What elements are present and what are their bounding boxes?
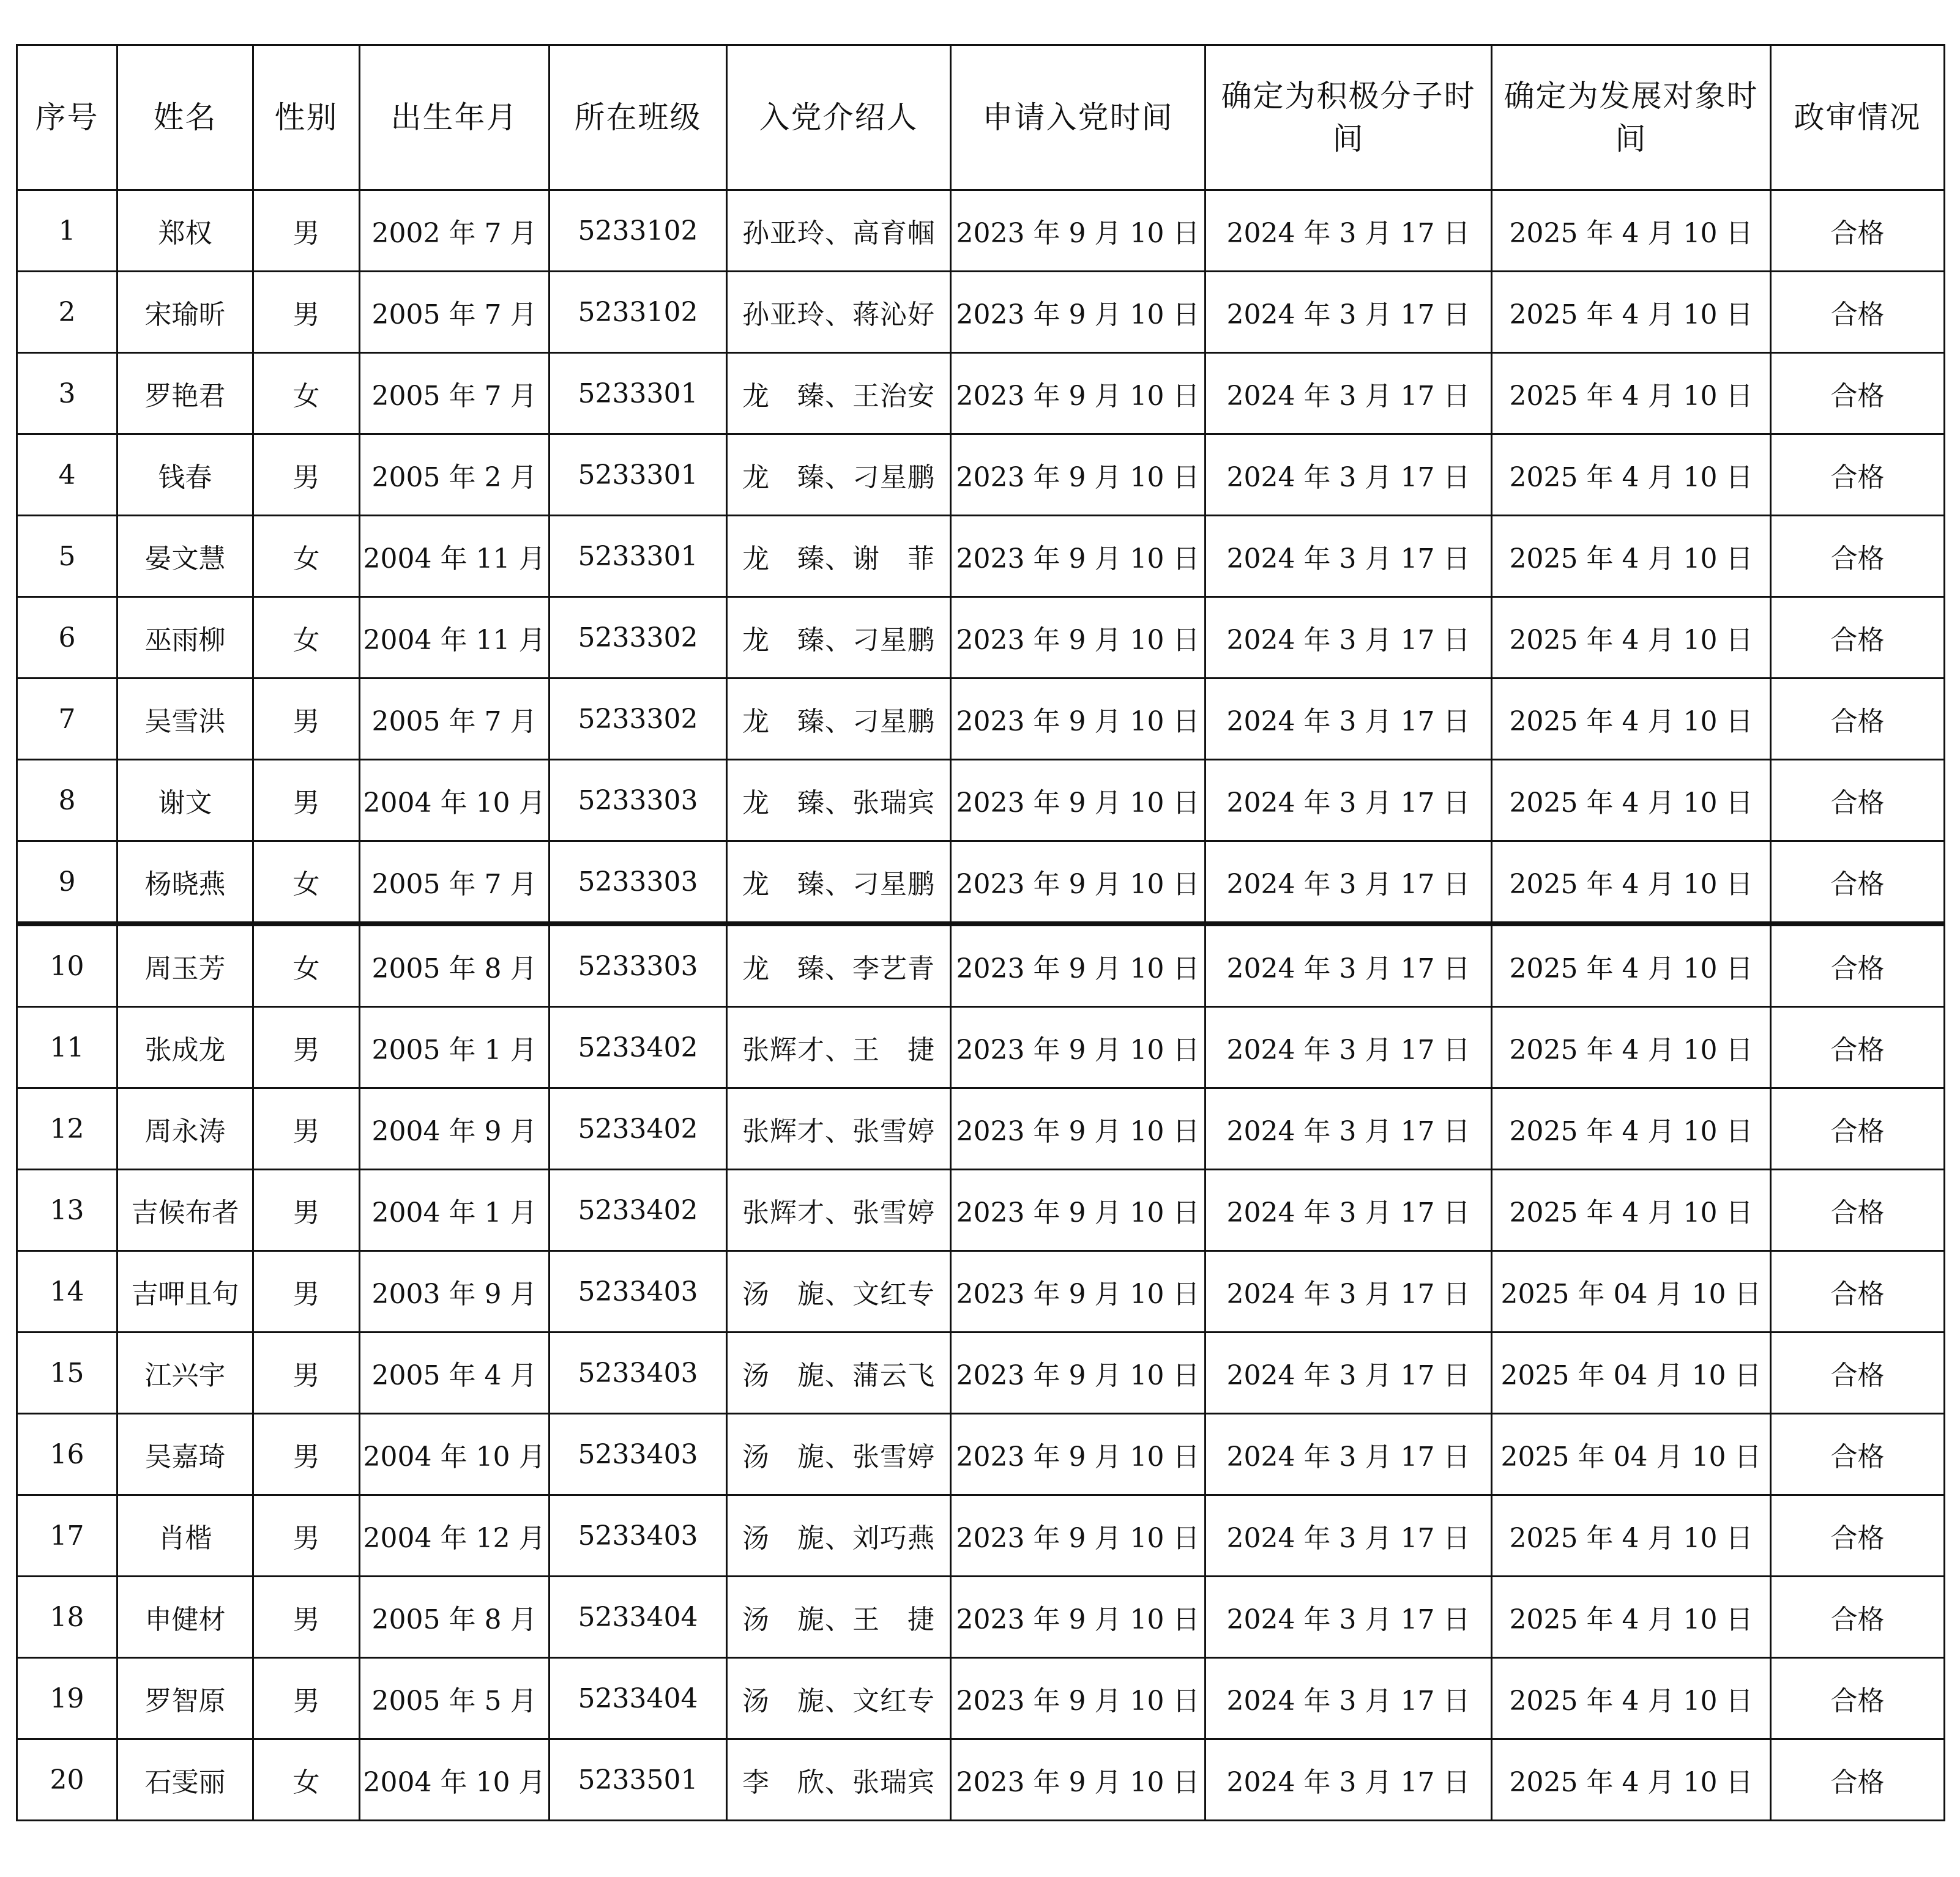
cell-candidate-date: 2025 年 4 月 10 日 (1492, 1170, 1771, 1251)
table-row (17, 434, 1945, 516)
cell-birth: 2005 年 1 月 (360, 1007, 550, 1088)
cell-name: 石雯丽 (117, 1739, 253, 1821)
cell-gender: 男 (253, 1495, 360, 1577)
cell-name: 晏文慧 (117, 516, 253, 597)
cell-gender: 男 (253, 1007, 360, 1088)
cell-name: 张成龙 (117, 1007, 253, 1088)
table-row (17, 760, 1945, 841)
table-row (17, 1577, 1945, 1658)
cell-index: 18 (17, 1577, 117, 1658)
cell-sponsors: 孙亚玲、高育帼 (727, 190, 951, 272)
cell-candidate-date: 2025 年 4 月 10 日 (1492, 1658, 1771, 1739)
cell-name: 谢文 (117, 760, 253, 841)
cell-class: 5233303 (550, 841, 727, 924)
cell-sponsors: 龙 臻、谢 菲 (727, 516, 951, 597)
cell-apply-date: 2023 年 9 月 10 日 (951, 1577, 1205, 1658)
cell-candidate-date: 2025 年 4 月 10 日 (1492, 190, 1771, 272)
cell-activist-date: 2024 年 3 月 17 日 (1205, 272, 1492, 353)
table-row (17, 190, 1945, 272)
cell-review: 合格 (1771, 434, 1945, 516)
cell-sponsors: 张辉才、张雪婷 (727, 1170, 951, 1251)
table-row (17, 1495, 1945, 1577)
cell-class: 5233403 (550, 1414, 727, 1495)
cell-sponsors: 龙 臻、王治安 (727, 353, 951, 434)
cell-apply-date: 2023 年 9 月 10 日 (951, 760, 1205, 841)
cell-birth: 2004 年 11 月 (360, 516, 550, 597)
cell-activist-date: 2024 年 3 月 17 日 (1205, 1251, 1492, 1332)
cell-birth: 2005 年 7 月 (360, 272, 550, 353)
cell-index: 15 (17, 1332, 117, 1414)
cell-activist-date: 2024 年 3 月 17 日 (1205, 1739, 1492, 1821)
cell-gender: 男 (253, 1251, 360, 1332)
table-row (17, 1007, 1945, 1088)
table-row (17, 597, 1945, 678)
cell-class: 5233403 (550, 1251, 727, 1332)
cell-birth: 2004 年 10 月 (360, 1414, 550, 1495)
cell-name: 肖楷 (117, 1495, 253, 1577)
cell-candidate-date: 2025 年 4 月 10 日 (1492, 760, 1771, 841)
cell-activist-date: 2024 年 3 月 17 日 (1205, 1332, 1492, 1414)
cell-birth: 2005 年 7 月 (360, 841, 550, 924)
table-row (17, 678, 1945, 760)
cell-activist-date: 2024 年 3 月 17 日 (1205, 678, 1492, 760)
cell-activist-date: 2024 年 3 月 17 日 (1205, 924, 1492, 1007)
cell-index: 13 (17, 1170, 117, 1251)
cell-sponsors: 龙 臻、张瑞宾 (727, 760, 951, 841)
cell-review: 合格 (1771, 353, 1945, 434)
cell-gender: 女 (253, 597, 360, 678)
cell-index: 10 (17, 924, 117, 1007)
cell-apply-date: 2023 年 9 月 10 日 (951, 1251, 1205, 1332)
cell-review: 合格 (1771, 190, 1945, 272)
cell-review: 合格 (1771, 1495, 1945, 1577)
cell-name: 宋瑜昕 (117, 272, 253, 353)
cell-sponsors: 龙 臻、刁星鹏 (727, 678, 951, 760)
cell-class: 5233402 (550, 1007, 727, 1088)
cell-review: 合格 (1771, 272, 1945, 353)
cell-gender: 女 (253, 924, 360, 1007)
cell-class: 5233302 (550, 597, 727, 678)
cell-candidate-date: 2025 年 4 月 10 日 (1492, 924, 1771, 1007)
table-row (17, 1088, 1945, 1170)
header-gender: 性别 (253, 45, 360, 190)
cell-candidate-date: 2025 年 04 月 10 日 (1492, 1414, 1771, 1495)
header-class: 所在班级 (550, 45, 727, 190)
cell-class: 5233302 (550, 678, 727, 760)
cell-birth: 2005 年 7 月 (360, 678, 550, 760)
cell-activist-date: 2024 年 3 月 17 日 (1205, 1577, 1492, 1658)
table-row (17, 1170, 1945, 1251)
header-index: 序号 (17, 45, 117, 190)
cell-gender: 女 (253, 353, 360, 434)
cell-birth: 2004 年 10 月 (360, 760, 550, 841)
cell-activist-date: 2024 年 3 月 17 日 (1205, 190, 1492, 272)
cell-index: 1 (17, 190, 117, 272)
cell-apply-date: 2023 年 9 月 10 日 (951, 1007, 1205, 1088)
cell-review: 合格 (1771, 1414, 1945, 1495)
cell-candidate-date: 2025 年 4 月 10 日 (1492, 516, 1771, 597)
cell-sponsors: 张辉才、王 捷 (727, 1007, 951, 1088)
cell-activist-date: 2024 年 3 月 17 日 (1205, 434, 1492, 516)
cell-class: 5233403 (550, 1495, 727, 1577)
cell-class: 5233301 (550, 434, 727, 516)
cell-class: 5233402 (550, 1170, 727, 1251)
header-apply-date: 申请入党时间 (951, 45, 1205, 190)
cell-candidate-date: 2025 年 04 月 10 日 (1492, 1251, 1771, 1332)
table-row (17, 1332, 1945, 1414)
cell-review: 合格 (1771, 1739, 1945, 1821)
cell-activist-date: 2024 年 3 月 17 日 (1205, 1088, 1492, 1170)
cell-review: 合格 (1771, 1332, 1945, 1414)
cell-index: 16 (17, 1414, 117, 1495)
cell-candidate-date: 2025 年 4 月 10 日 (1492, 1495, 1771, 1577)
cell-review: 合格 (1771, 1007, 1945, 1088)
cell-apply-date: 2023 年 9 月 10 日 (951, 678, 1205, 760)
cell-sponsors: 龙 臻、刁星鹏 (727, 597, 951, 678)
cell-name: 杨晓燕 (117, 841, 253, 924)
cell-name: 吉呷且句 (117, 1251, 253, 1332)
cell-apply-date: 2023 年 9 月 10 日 (951, 272, 1205, 353)
cell-gender: 男 (253, 1332, 360, 1414)
cell-apply-date: 2023 年 9 月 10 日 (951, 1170, 1205, 1251)
cell-name: 江兴宇 (117, 1332, 253, 1414)
table-row (17, 516, 1945, 597)
table-row (17, 353, 1945, 434)
cell-birth: 2005 年 4 月 (360, 1332, 550, 1414)
cell-index: 14 (17, 1251, 117, 1332)
cell-index: 6 (17, 597, 117, 678)
table-row (17, 841, 1945, 924)
cell-apply-date: 2023 年 9 月 10 日 (951, 924, 1205, 1007)
cell-activist-date: 2024 年 3 月 17 日 (1205, 516, 1492, 597)
cell-name: 罗艳君 (117, 353, 253, 434)
cell-apply-date: 2023 年 9 月 10 日 (951, 1088, 1205, 1170)
cell-birth: 2004 年 1 月 (360, 1170, 550, 1251)
table-header-row (17, 45, 1945, 190)
cell-birth: 2002 年 7 月 (360, 190, 550, 272)
cell-index: 17 (17, 1495, 117, 1577)
cell-name: 吴雪洪 (117, 678, 253, 760)
cell-candidate-date: 2025 年 4 月 10 日 (1492, 597, 1771, 678)
header-sponsors: 入党介绍人 (727, 45, 951, 190)
cell-sponsors: 龙 臻、刁星鹏 (727, 841, 951, 924)
cell-activist-date: 2024 年 3 月 17 日 (1205, 597, 1492, 678)
header-name: 姓名 (117, 45, 253, 190)
cell-name: 钱春 (117, 434, 253, 516)
cell-index: 4 (17, 434, 117, 516)
cell-class: 5233402 (550, 1088, 727, 1170)
cell-sponsors: 汤 旎、文红专 (727, 1251, 951, 1332)
cell-sponsors: 汤 旎、文红专 (727, 1658, 951, 1739)
table-row (17, 1739, 1945, 1821)
cell-class: 5233404 (550, 1658, 727, 1739)
cell-review: 合格 (1771, 1251, 1945, 1332)
header-candidate-date: 确定为发展对象时间 (1492, 45, 1771, 190)
cell-gender: 男 (253, 434, 360, 516)
cell-name: 周永涛 (117, 1088, 253, 1170)
table-row (17, 924, 1945, 1007)
cell-gender: 男 (253, 1658, 360, 1739)
cell-review: 合格 (1771, 597, 1945, 678)
cell-apply-date: 2023 年 9 月 10 日 (951, 1739, 1205, 1821)
cell-review: 合格 (1771, 1577, 1945, 1658)
cell-birth: 2004 年 11 月 (360, 597, 550, 678)
cell-index: 20 (17, 1739, 117, 1821)
cell-review: 合格 (1771, 841, 1945, 924)
cell-apply-date: 2023 年 9 月 10 日 (951, 190, 1205, 272)
cell-apply-date: 2023 年 9 月 10 日 (951, 841, 1205, 924)
member-roster-table (16, 44, 1945, 1821)
cell-sponsors: 汤 旎、刘巧燕 (727, 1495, 951, 1577)
cell-candidate-date: 2025 年 4 月 10 日 (1492, 1739, 1771, 1821)
cell-class: 5233404 (550, 1577, 727, 1658)
cell-gender: 男 (253, 272, 360, 353)
cell-index: 11 (17, 1007, 117, 1088)
cell-sponsors: 龙 臻、李艺青 (727, 924, 951, 1007)
cell-class: 5233102 (550, 272, 727, 353)
cell-class: 5233303 (550, 924, 727, 1007)
cell-name: 吉候布者 (117, 1170, 253, 1251)
cell-class: 5233403 (550, 1332, 727, 1414)
cell-birth: 2005 年 7 月 (360, 353, 550, 434)
cell-review: 合格 (1771, 1170, 1945, 1251)
cell-candidate-date: 2025 年 4 月 10 日 (1492, 434, 1771, 516)
cell-review: 合格 (1771, 678, 1945, 760)
cell-index: 12 (17, 1088, 117, 1170)
cell-sponsors: 汤 旎、张雪婷 (727, 1414, 951, 1495)
cell-class: 5233301 (550, 353, 727, 434)
cell-class: 5233301 (550, 516, 727, 597)
cell-candidate-date: 2025 年 4 月 10 日 (1492, 272, 1771, 353)
cell-activist-date: 2024 年 3 月 17 日 (1205, 1495, 1492, 1577)
cell-class: 5233501 (550, 1739, 727, 1821)
cell-activist-date: 2024 年 3 月 17 日 (1205, 760, 1492, 841)
cell-birth: 2005 年 8 月 (360, 924, 550, 1007)
cell-birth: 2005 年 2 月 (360, 434, 550, 516)
cell-index: 19 (17, 1658, 117, 1739)
table-row (17, 1414, 1945, 1495)
cell-review: 合格 (1771, 760, 1945, 841)
cell-sponsors: 龙 臻、刁星鹏 (727, 434, 951, 516)
cell-index: 2 (17, 272, 117, 353)
cell-gender: 女 (253, 1739, 360, 1821)
cell-name: 郑权 (117, 190, 253, 272)
cell-gender: 男 (253, 1577, 360, 1658)
cell-birth: 2003 年 9 月 (360, 1251, 550, 1332)
cell-gender: 男 (253, 1088, 360, 1170)
cell-index: 3 (17, 353, 117, 434)
cell-sponsors: 孙亚玲、蒋沁好 (727, 272, 951, 353)
header-activist-date: 确定为积极分子时间 (1205, 45, 1492, 190)
cell-apply-date: 2023 年 9 月 10 日 (951, 1332, 1205, 1414)
cell-gender: 男 (253, 760, 360, 841)
cell-sponsors: 汤 旎、王 捷 (727, 1577, 951, 1658)
cell-sponsors: 张辉才、张雪婷 (727, 1088, 951, 1170)
cell-name: 吴嘉琦 (117, 1414, 253, 1495)
table-body (17, 190, 1945, 1821)
cell-class: 5233102 (550, 190, 727, 272)
cell-name: 罗智原 (117, 1658, 253, 1739)
cell-index: 5 (17, 516, 117, 597)
cell-sponsors: 李 欣、张瑞宾 (727, 1739, 951, 1821)
cell-activist-date: 2024 年 3 月 17 日 (1205, 1170, 1492, 1251)
cell-review: 合格 (1771, 1658, 1945, 1739)
cell-apply-date: 2023 年 9 月 10 日 (951, 1495, 1205, 1577)
header-birth: 出生年月 (360, 45, 550, 190)
cell-apply-date: 2023 年 9 月 10 日 (951, 516, 1205, 597)
cell-name: 申健材 (117, 1577, 253, 1658)
cell-review: 合格 (1771, 924, 1945, 1007)
cell-apply-date: 2023 年 9 月 10 日 (951, 1658, 1205, 1739)
cell-candidate-date: 2025 年 4 月 10 日 (1492, 841, 1771, 924)
cell-name: 周玉芳 (117, 924, 253, 1007)
cell-class: 5233303 (550, 760, 727, 841)
cell-birth: 2004 年 12 月 (360, 1495, 550, 1577)
cell-birth: 2004 年 9 月 (360, 1088, 550, 1170)
cell-birth: 2005 年 8 月 (360, 1577, 550, 1658)
table-row (17, 1251, 1945, 1332)
cell-activist-date: 2024 年 3 月 17 日 (1205, 353, 1492, 434)
cell-activist-date: 2024 年 3 月 17 日 (1205, 1658, 1492, 1739)
cell-birth: 2004 年 10 月 (360, 1739, 550, 1821)
cell-review: 合格 (1771, 516, 1945, 597)
cell-gender: 男 (253, 678, 360, 760)
cell-review: 合格 (1771, 1088, 1945, 1170)
cell-candidate-date: 2025 年 4 月 10 日 (1492, 1577, 1771, 1658)
cell-activist-date: 2024 年 3 月 17 日 (1205, 1414, 1492, 1495)
cell-candidate-date: 2025 年 4 月 10 日 (1492, 353, 1771, 434)
cell-index: 9 (17, 841, 117, 924)
cell-gender: 男 (253, 190, 360, 272)
cell-candidate-date: 2025 年 04 月 10 日 (1492, 1332, 1771, 1414)
cell-activist-date: 2024 年 3 月 17 日 (1205, 841, 1492, 924)
cell-index: 8 (17, 760, 117, 841)
cell-gender: 女 (253, 841, 360, 924)
cell-candidate-date: 2025 年 4 月 10 日 (1492, 1007, 1771, 1088)
cell-gender: 男 (253, 1170, 360, 1251)
header-review: 政审情况 (1771, 45, 1945, 190)
cell-apply-date: 2023 年 9 月 10 日 (951, 597, 1205, 678)
cell-apply-date: 2023 年 9 月 10 日 (951, 434, 1205, 516)
table-row (17, 1658, 1945, 1739)
cell-apply-date: 2023 年 9 月 10 日 (951, 1414, 1205, 1495)
cell-activist-date: 2024 年 3 月 17 日 (1205, 1007, 1492, 1088)
cell-candidate-date: 2025 年 4 月 10 日 (1492, 678, 1771, 760)
table-row (17, 272, 1945, 353)
cell-index: 7 (17, 678, 117, 760)
cell-birth: 2005 年 5 月 (360, 1658, 550, 1739)
cell-candidate-date: 2025 年 4 月 10 日 (1492, 1088, 1771, 1170)
cell-name: 巫雨柳 (117, 597, 253, 678)
cell-gender: 女 (253, 516, 360, 597)
cell-gender: 男 (253, 1414, 360, 1495)
cell-apply-date: 2023 年 9 月 10 日 (951, 353, 1205, 434)
cell-sponsors: 汤 旎、蒲云飞 (727, 1332, 951, 1414)
